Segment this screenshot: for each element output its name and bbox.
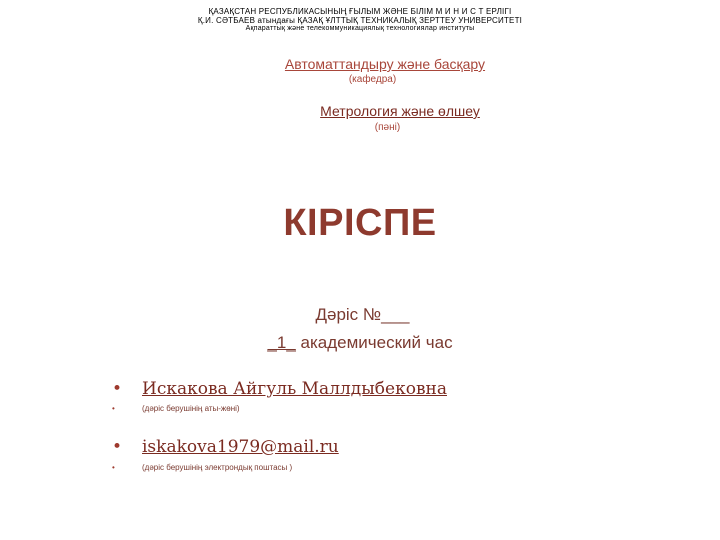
ministry-heading: ҚАЗАҚСТАН РЕСПУБЛИКАСЫНЫҢ ҒЫЛЫМ ЖӘНЕ БІЛІМ М И Н И С Т ЕРЛІГІ [208,7,512,16]
lecturer-name-caption-item [112,404,240,413]
hours-number: _1_ [267,333,296,352]
subject-name: Метрология және өлшеу [320,103,480,119]
subject-caption: (пәні) [374,122,401,133]
bullet-icon: • [112,404,115,413]
lecturer-name: Искакова Айгуль Маллдыбековна [142,379,447,399]
department-name: Автоматтандыру және басқару [284,56,486,72]
department-caption: (кафедра) [348,74,397,85]
lecturer-email-link[interactable]: iskakova1979@mail.ru [142,437,339,457]
academic-hours [0,333,720,353]
bullet-icon: • [112,437,123,457]
bullet-icon: • [112,463,115,472]
page-title: КІРІСПЕ [283,202,437,244]
hours-text: академический час [295,333,453,352]
bullet-icon: • [112,379,123,399]
institute-heading: Ақпараттық және телекоммуникациялық технологиялар институты [245,25,475,32]
lecturer-name-item [112,379,447,399]
lecture-number: Дәріс №___ [315,305,410,324]
university-heading: Қ.И. СӘТБАЕВ атындағы ҚАЗАҚ ҰЛТТЫҚ ТЕХНИКАЛЫҚ ЗЕРТТЕУ УНИВЕРСИТЕТІ [197,16,523,25]
lecturer-email-caption: (дәріс берушінің электрондық поштасы ) [142,463,293,472]
lecturer-name-caption: (дәріс берушінің аты-жөні) [142,404,240,413]
lecturer-email-caption-item [112,463,292,472]
lecturer-email-item [112,437,339,457]
